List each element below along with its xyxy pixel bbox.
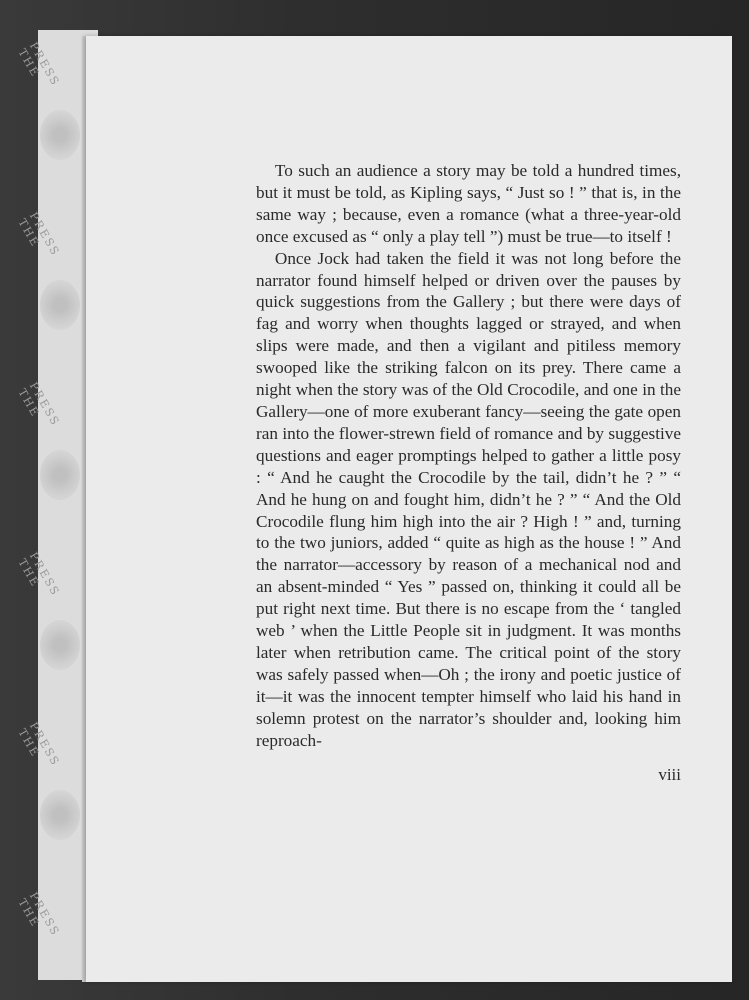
endpaper-text: PRESS THE bbox=[15, 380, 63, 429]
endpaper-text: PRESS THE bbox=[15, 40, 63, 89]
body-text bbox=[256, 160, 681, 751]
ornament-icon bbox=[40, 450, 80, 500]
ornament-icon bbox=[40, 620, 80, 670]
paragraph: Once Jock had taken the field it was not long before the narrator found himself helped or driven over the pauses by quick suggestions from the Gallery ; but there were days of fag and worry when thoughts lagged or strayed, and when slips were made, and then a vigilant and pitiless memory swooped like the striking falcon on its prey. There came a night when the story was of the Old Crocodile, and one in the Gallery—one of more exuberant fancy—seeing the gate open ran into the flower-strewn field of romance and by suggestive questions and eager promptings helped to gather a little posy : “ And he caught the Crocodile by the tail, didn’t he ? ” “ And he hung on and fought him, didn’t he ? ” “ And the Old Crocodile flung him high into the air ? High ! ” and, turning to the two juniors, added “ quite as high as the house ! ” And the narrator—accessory by reason of a mechanical nod and an absent-minded “ Yes ” passed on, thinking it could all be put right next time. But there is no escape from the ‘ tangled web ’ when the Little People sit in judgment. It was months later when retribution came. The critical point of the story was safely passed when—Oh ; the irony and poetic justice of it—it was the innocent tempter himself who laid his hand in solemn protest on the narrator’s shoulder and, looking him reproach- bbox=[256, 248, 681, 750]
endpaper-text: PRESS THE bbox=[15, 550, 63, 599]
page-number: viii bbox=[658, 765, 681, 784]
ornament-icon bbox=[40, 280, 80, 330]
paragraph: To such an audience a story may be told a hundred times, but it must be told, as Kipling says, “ Just so ! ” that is, in the same way ; because, even a romance (what a three-year-old once excused as “ only a play tell ”) must be true—to itself ! bbox=[256, 161, 681, 246]
endpaper-text: PRESS THE bbox=[15, 890, 63, 939]
endpaper-text: PRESS THE bbox=[15, 720, 63, 769]
ornament-icon bbox=[40, 110, 80, 160]
endpaper-text: PRESS THE bbox=[15, 210, 63, 259]
ornament-icon bbox=[40, 790, 80, 840]
